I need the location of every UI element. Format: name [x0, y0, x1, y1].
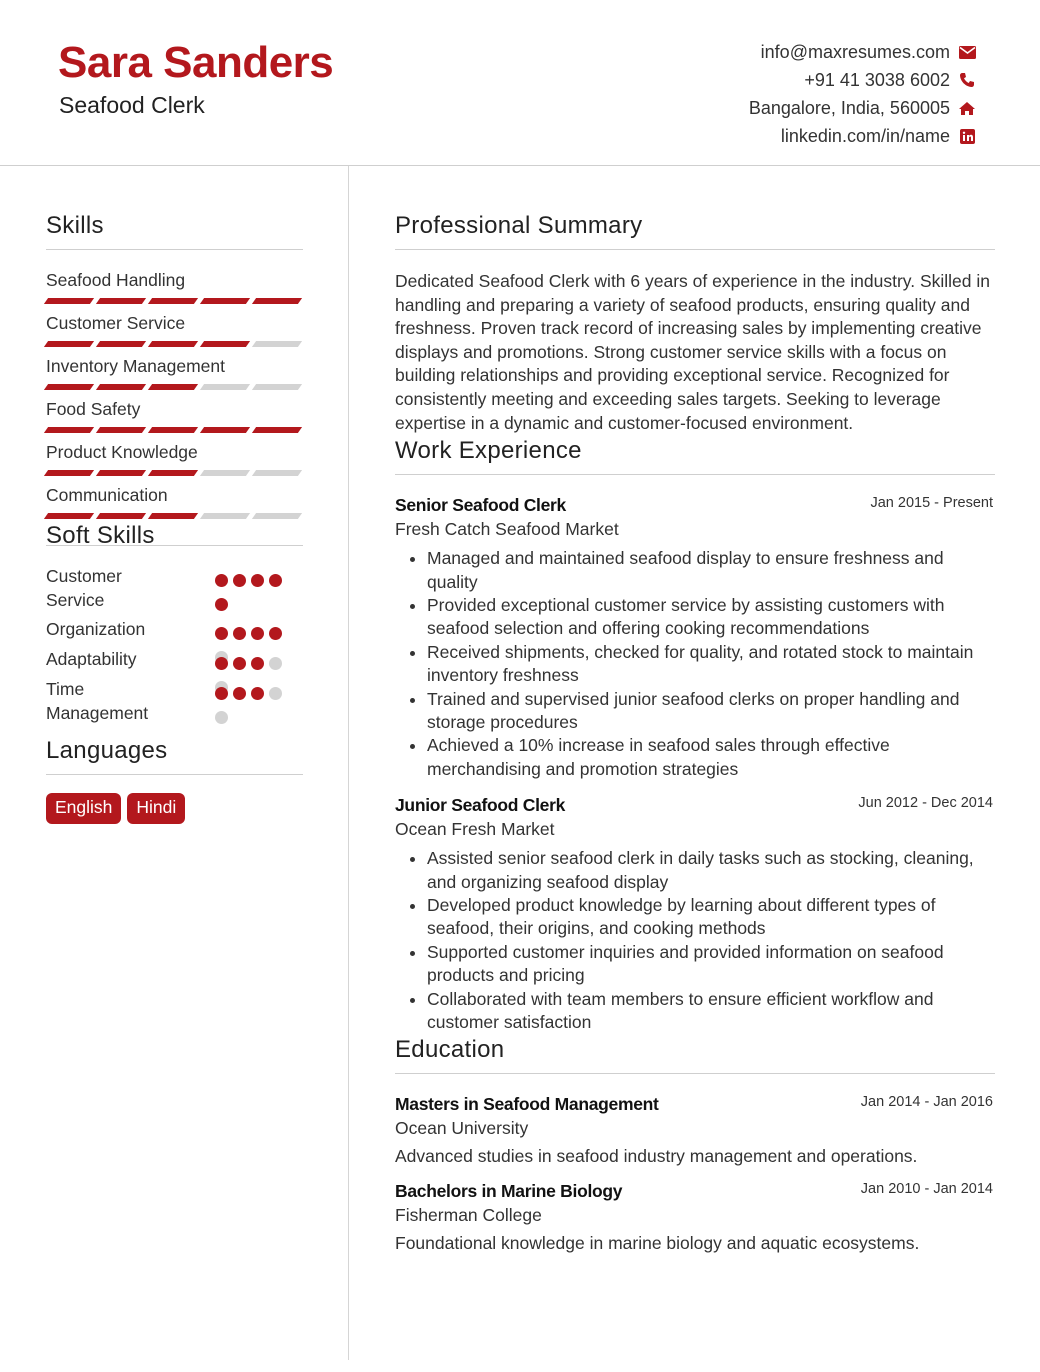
home-icon [958, 100, 976, 116]
education-description: Advanced studies in seafood industry management and operations. [395, 1146, 918, 1167]
skill-item [46, 465, 303, 508]
contact-linkedin-text: linkedin.com/in/name [780, 125, 950, 146]
education-entry [395, 1181, 995, 1254]
job-bullet: • Provided exceptional customer service by assisting customers with seafood selection and offering cooking recommendations [427, 594, 995, 641]
skill-level-segment [44, 513, 94, 519]
contact-phone[interactable] [749, 66, 976, 94]
job-bullets [395, 547, 995, 781]
contact-linkedin[interactable] [749, 122, 976, 150]
resume-header [0, 0, 1040, 166]
rating-dot [215, 687, 228, 700]
education-degree: Masters in Seafood Management [395, 1094, 659, 1115]
envelope-icon [958, 44, 976, 60]
education-title: Education [395, 1036, 995, 1074]
rating-dot [251, 657, 264, 670]
skills-title: Skills [46, 212, 303, 250]
job-bullet: • Developed product knowledge by learning about different types of seafood, their origins, and cooking methods [427, 894, 995, 941]
languages-list [46, 793, 303, 824]
skill-item [46, 336, 303, 379]
soft-skills-list [46, 564, 303, 737]
contact-address-text: Bangalore, India, 560005 [748, 97, 950, 118]
soft-skill-name: Time Management [46, 679, 149, 723]
rating-dot [233, 687, 246, 700]
phone-icon [958, 72, 976, 88]
skill-name: Communication [46, 485, 168, 505]
soft-skill-rating [215, 682, 295, 730]
job-bullet: • Achieved a 10% increase in seafood sales through effective merchandising and promotion strategies [427, 734, 995, 781]
education-date: Jan 2014 - Jan 2016 [860, 1094, 993, 1111]
rating-dot [269, 574, 282, 587]
rating-dot [269, 627, 282, 640]
skill-level-segment [96, 513, 146, 519]
job-bullet: • Assisted senior seafood clerk in daily tasks such as stocking, cleaning, and organizing seafood display [427, 847, 995, 894]
skill-item [46, 379, 303, 422]
soft-skill-name: Organization [46, 619, 146, 639]
experience-title: Work Experience [395, 437, 995, 475]
rating-dot [269, 687, 282, 700]
soft-skill-name: Adaptability [46, 649, 137, 669]
skill-level-bar [46, 513, 300, 519]
rating-dot [233, 627, 246, 640]
skill-level-segment [200, 513, 250, 519]
rating-dot [251, 627, 264, 640]
soft-skill-name: Customer Service [46, 566, 122, 610]
rating-dot [251, 687, 264, 700]
contact-phone-text: +91 41 3038 6002 [804, 69, 950, 90]
job-company: Fresh Catch Seafood Market [395, 519, 619, 540]
right-column [395, 212, 995, 1254]
rating-dot [215, 657, 228, 670]
contact-list [749, 38, 976, 150]
job-bullet: • Trained and supervised junior seafood clerks on proper handling and storage procedures [427, 688, 995, 735]
rating-dot [233, 574, 246, 587]
skill-item [46, 422, 303, 465]
job-title: Senior Seafood Clerk [395, 495, 566, 516]
linkedin-icon [958, 128, 976, 144]
soft-skills-title: Soft Skills [46, 522, 303, 546]
candidate-name: Sara Sanders [58, 38, 334, 87]
education-entry [395, 1094, 995, 1167]
education-description: Foundational knowledge in marine biology and aquatic ecosystems. [395, 1233, 920, 1254]
language-badge: Hindi [127, 793, 185, 824]
contact-address [749, 94, 976, 122]
job-bullet: • Collaborated with team members to ensure efficient workflow and customer satisfaction [427, 988, 995, 1035]
rating-dot [269, 657, 282, 670]
skill-name: Product Knowledge [46, 442, 198, 462]
column-divider [348, 166, 349, 1360]
education-school: Fisherman College [395, 1205, 542, 1226]
job-entry [395, 495, 995, 781]
skill-item [46, 250, 303, 293]
skill-name: Customer Service [46, 313, 186, 333]
rating-dot [215, 627, 228, 640]
skills-list [46, 250, 303, 508]
rating-dot [233, 657, 246, 670]
job-date: Jun 2012 - Dec 2014 [858, 795, 993, 812]
education-date: Jan 2010 - Jan 2014 [860, 1181, 993, 1198]
soft-skill-rating [215, 569, 295, 617]
skill-level-segment [252, 513, 302, 519]
skill-item [46, 293, 303, 336]
skill-name: Seafood Handling [46, 270, 186, 290]
job-bullet: • Supported customer inquiries and provided information on seafood products and pricing [427, 941, 995, 988]
rating-dot [215, 711, 228, 724]
skill-level-segment [148, 513, 198, 519]
language-badge: English [46, 793, 121, 824]
soft-skill-item [46, 564, 303, 612]
rating-dot [251, 574, 264, 587]
education-list [395, 1094, 995, 1254]
candidate-role: Seafood Clerk [59, 92, 205, 118]
job-date: Jan 2015 - Present [870, 495, 993, 512]
contact-email-text: info@maxresumes.com [760, 41, 950, 62]
summary-text: Dedicated Seafood Clerk with 6 years of experience in the industry. Skilled in handling and preparing a variety of seafood products, ensuring quality and freshness. Proven track record of increasing sales by implementing creative displays and promotions. Strong customer service skills with a focus on building relationships and providing exceptional service. Recognized for consistently meeting and exceeding sales targets. Seeking to leverage expertise in a dynamic and customer-focused environment. [395, 271, 990, 433]
left-column [46, 212, 303, 824]
soft-skill-item [46, 647, 303, 671]
rating-dot [215, 598, 228, 611]
job-bullet: • Managed and maintained seafood display to ensure freshness and quality [427, 547, 995, 594]
education-degree: Bachelors in Marine Biology [395, 1181, 623, 1202]
job-entry [395, 795, 995, 1034]
summary-title: Professional Summary [395, 212, 995, 250]
skill-name: Inventory Management [46, 356, 225, 376]
education-school: Ocean University [395, 1118, 529, 1139]
soft-skill-item [46, 617, 303, 641]
job-bullets [395, 847, 995, 1034]
experience-list [395, 495, 995, 1034]
job-title: Junior Seafood Clerk [395, 795, 566, 816]
languages-title: Languages [46, 737, 303, 775]
contact-email[interactable] [749, 38, 976, 66]
skill-name: Food Safety [46, 399, 141, 419]
soft-skill-item [46, 677, 303, 725]
job-company: Ocean Fresh Market [395, 819, 555, 840]
rating-dot [215, 574, 228, 587]
job-bullet: • Received shipments, checked for quality, and rotated stock to maintain inventory freshness [427, 641, 995, 688]
